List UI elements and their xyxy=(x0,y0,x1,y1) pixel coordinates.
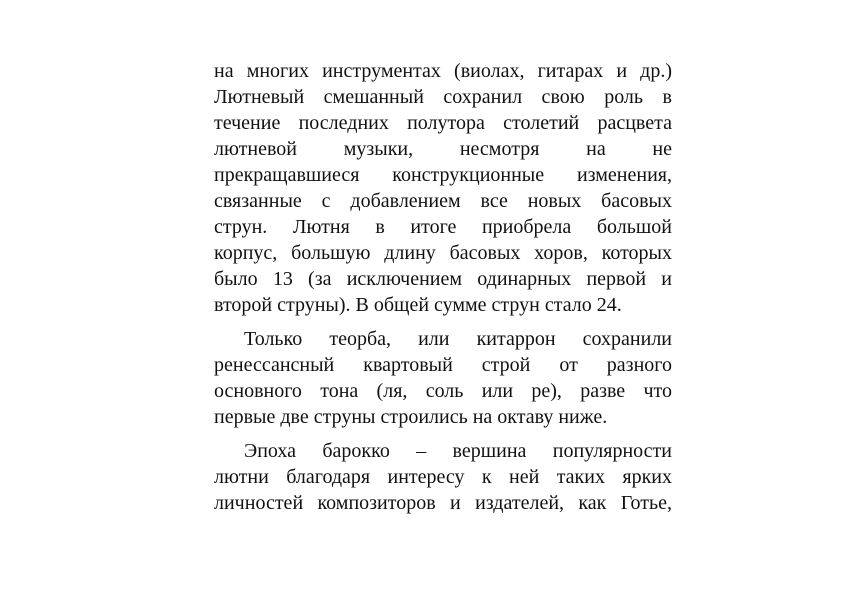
paragraph-2 xyxy=(214,326,672,430)
text-line: лютневой музыки, несмотря на не xyxy=(214,138,672,160)
text-line: Только теорба, или китаррон сохранили xyxy=(244,328,672,350)
paragraph-spacer xyxy=(214,430,672,438)
text-line: Лютневый смешанный сохранил свою роль в xyxy=(214,86,672,108)
text-line: течение последних полутора столетий расцвета xyxy=(214,112,672,134)
text-line: было 13 (за исключением одинарных первой и xyxy=(214,268,672,290)
paragraph-spacer xyxy=(214,318,672,326)
paragraph-3 xyxy=(214,438,672,516)
text-line: корпус, большую длину басовых хоров, которых xyxy=(214,242,672,264)
text-line: личностей композиторов и издателей, как Готье, xyxy=(214,492,672,514)
text-line: основного тона (ля, соль или ре), разве что xyxy=(214,380,672,402)
text-line: на многих инструментах (виолах, гитарах и др.) xyxy=(214,60,672,82)
text-line: струн. Лютня в итоге приобрела большой xyxy=(214,216,672,238)
text-line: Эпоха барокко – вершина популярности xyxy=(244,440,672,462)
text-line: прекращавшиеся конструкционные изменения, xyxy=(214,164,672,186)
text-line: связанные с добавлением все новых басовых xyxy=(214,190,672,212)
body-text xyxy=(214,58,672,516)
text-line: второй струны). В общей сумме струн стало 24. xyxy=(214,294,622,316)
text-line: лютни благодаря интересу к ней таких ярких xyxy=(214,466,672,488)
paragraph-1 xyxy=(214,58,672,318)
text-line: ренессансный квартовый строй от разного xyxy=(214,354,672,376)
text-line: первые две струны строились на октаву ниже. xyxy=(214,406,608,428)
